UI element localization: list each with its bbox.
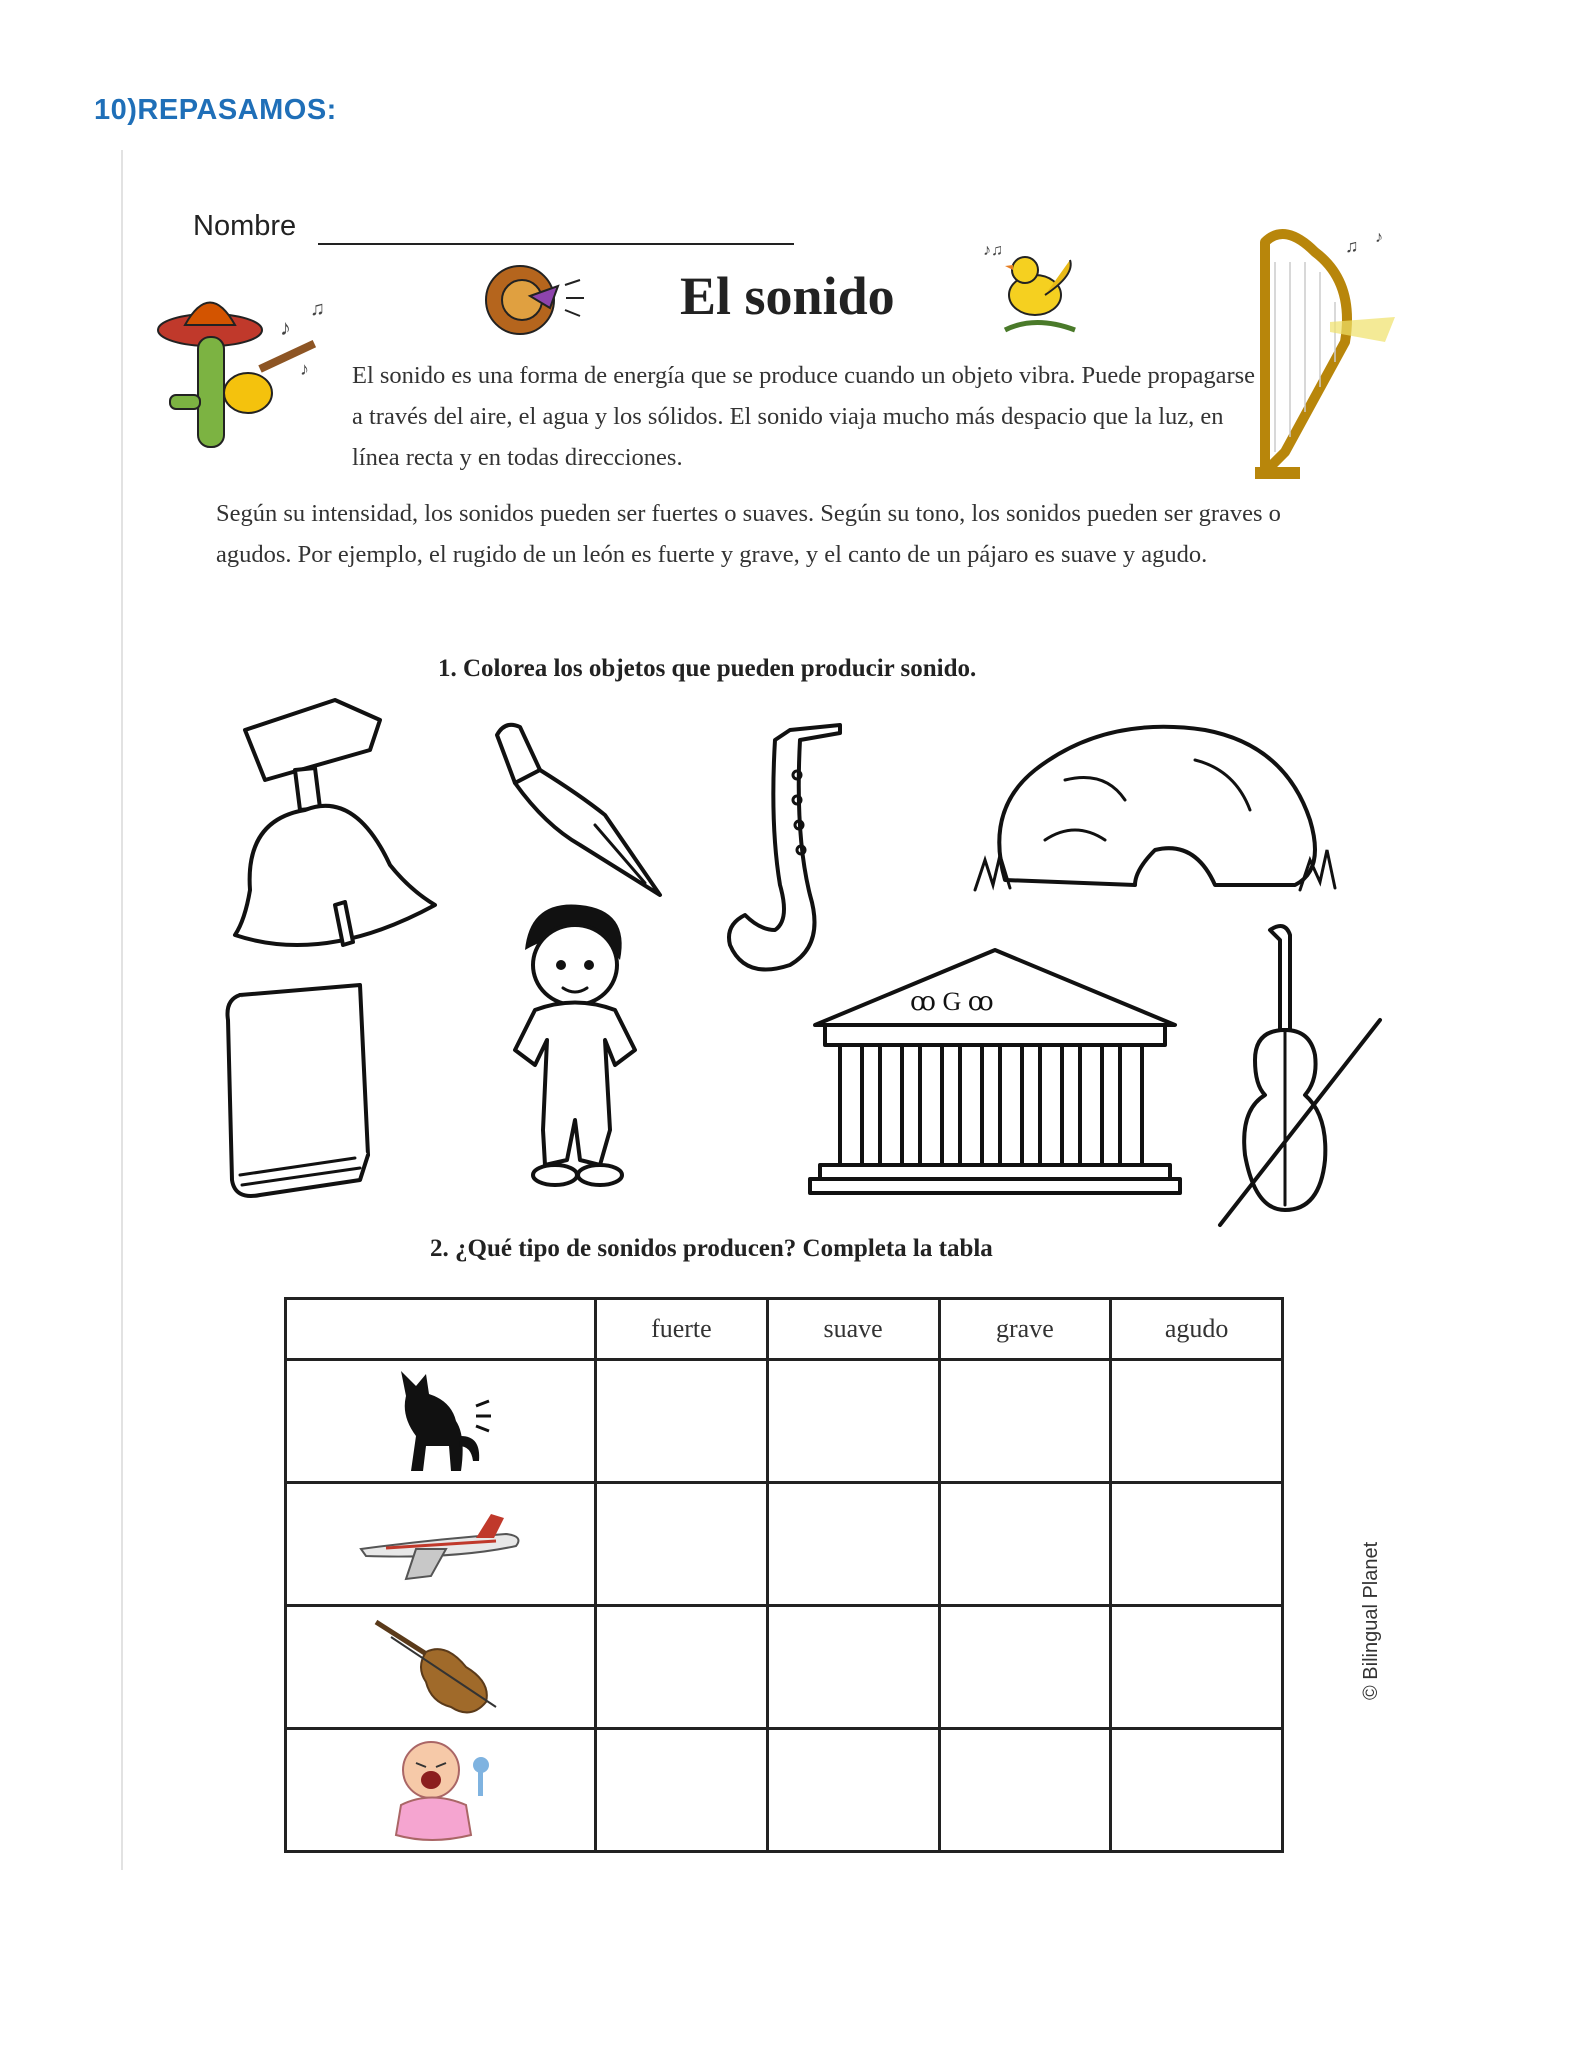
cactus-guitar-icon [160,275,350,465]
answer-cell[interactable] [1111,1483,1283,1606]
copyright-text: © Bilingual Planet [1360,1541,1382,1700]
svg-text:♫: ♫ [1345,236,1359,256]
table-row [286,1606,1283,1729]
answer-cell[interactable] [767,1483,939,1606]
cello-icon [371,1612,511,1722]
svg-text:♪: ♪ [1375,229,1383,246]
answer-cell[interactable] [767,1606,939,1729]
answer-cell[interactable] [1111,1606,1283,1729]
svg-text:♫: ♫ [310,298,325,320]
roaring-lion-icon [480,260,590,340]
boy-icon[interactable] [485,890,675,1190]
answer-cell[interactable] [939,1360,1111,1483]
row-image-cell [286,1360,596,1483]
answer-cell[interactable] [1111,1729,1283,1852]
instruction-1: 1. Colorea los objetos que pueden producir sonido. [438,655,977,682]
table-row [286,1360,1283,1483]
answer-cell[interactable] [596,1606,768,1729]
harp-icon [1245,222,1405,482]
header-grave: grave [939,1299,1111,1360]
worksheet-title: El sonido [680,266,895,326]
section-heading: 10)REPASAMOS: [94,94,337,126]
svg-text:♪: ♪ [300,359,309,379]
answer-cell[interactable] [939,1729,1111,1852]
bell-icon[interactable] [225,690,455,960]
book-icon[interactable] [220,980,380,1205]
header-empty-cell [286,1299,596,1360]
name-label: Nombre [193,210,297,242]
answer-cell[interactable] [596,1729,768,1852]
airplane-icon [356,1504,526,1584]
header-suave: suave [767,1299,939,1360]
crying-baby-icon [381,1735,501,1845]
row-image-cell [286,1606,596,1729]
rock-icon[interactable] [965,710,1345,900]
answer-cell[interactable] [767,1360,939,1483]
svg-text:♪: ♪ [280,315,291,340]
left-border-line [121,150,123,1870]
name-input-line[interactable] [318,243,794,245]
answer-cell[interactable] [939,1606,1111,1729]
violin-icon[interactable] [1210,920,1385,1230]
answer-cell[interactable] [596,1483,768,1606]
table-row [286,1729,1283,1852]
temple-icon[interactable] [805,945,1185,1200]
svg-text:♪♫: ♪♫ [983,242,1003,259]
intensity-paragraph: Según su intensidad, los sonidos pueden ser fuertes o suaves. Según su tono, los sonidos pueden ser graves o agudos. Por ejemplo, el rugido de un león es fuerte y grave, y el canto de un pájaro es suave y agudo. [216,500,1281,568]
row-image-cell [286,1729,596,1852]
singing-bird-icon [975,235,1085,345]
cat-icon [381,1366,501,1476]
table-header-row [286,1299,1283,1360]
row-image-cell [286,1483,596,1606]
header-agudo: agudo [1111,1299,1283,1360]
table-row [286,1483,1283,1606]
instruction-2: 2. ¿Qué tipo de sonidos producen? Completa la tabla [430,1235,993,1262]
answer-cell[interactable] [939,1483,1111,1606]
sound-type-table [284,1297,1284,1853]
svg-text:ꝏ G ꝏ: ꝏ G ꝏ [910,987,994,1016]
intro-paragraph: El sonido es una forma de energía que se produce cuando un objeto vibra. Puede propagarse a través del aire, el agua y los sólidos. El sonido viaja mucho más despacio que la luz, en línea recta y en todas direcciones. [352,362,1256,471]
answer-cell[interactable] [1111,1360,1283,1483]
answer-cell[interactable] [767,1729,939,1852]
answer-cell[interactable] [596,1360,768,1483]
header-fuerte: fuerte [596,1299,768,1360]
pen-nib-icon[interactable] [485,715,675,905]
